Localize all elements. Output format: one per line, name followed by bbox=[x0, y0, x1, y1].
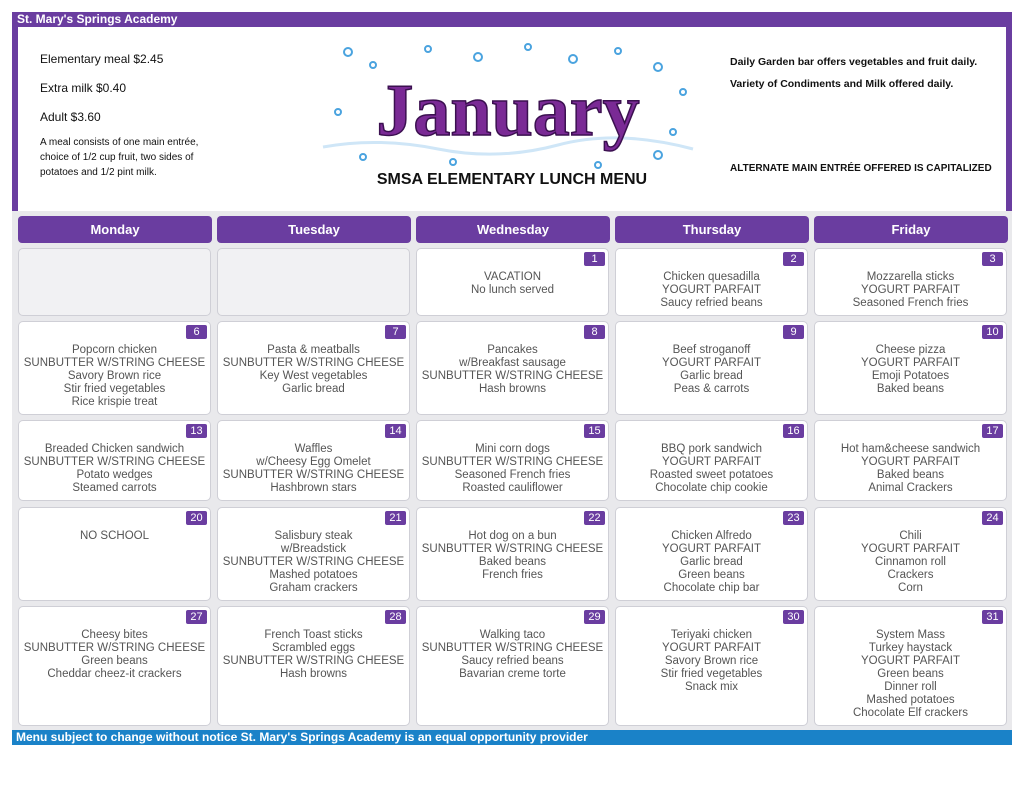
date-badge: 15 bbox=[584, 424, 605, 438]
menu-items bbox=[218, 530, 409, 595]
menu-item: Cinnamon roll bbox=[875, 556, 946, 568]
day-cell bbox=[217, 507, 410, 601]
menu-item: YOGURT PARFAIT bbox=[860, 284, 961, 296]
menu-item: Mashed potatoes bbox=[269, 569, 358, 581]
menu-item: Hot ham&cheese sandwich bbox=[840, 443, 981, 455]
date-badge: 30 bbox=[783, 610, 804, 624]
day-cell bbox=[416, 321, 609, 415]
price-list bbox=[40, 52, 210, 180]
menu-item: Animal Crackers bbox=[868, 482, 953, 494]
day-cell bbox=[814, 606, 1007, 726]
menu-items bbox=[19, 530, 210, 543]
menu-items bbox=[616, 271, 807, 310]
day-cell bbox=[18, 420, 211, 501]
menu-item: SUNBUTTER W/STRING CHEESE bbox=[222, 556, 405, 568]
menu-item: Baked beans bbox=[876, 469, 945, 481]
date-badge: 20 bbox=[186, 511, 207, 525]
menu-item: Breaded Chicken sandwich bbox=[44, 443, 185, 455]
menu-item: Snack mix bbox=[684, 681, 739, 693]
menu-item: SUNBUTTER W/STRING CHEESE bbox=[421, 543, 604, 555]
menu-item: Key West vegetables bbox=[259, 370, 368, 382]
menu-item: Mozzarella sticks bbox=[866, 271, 955, 283]
date-badge: 24 bbox=[982, 511, 1003, 525]
day-cell bbox=[814, 507, 1007, 601]
date-badge: 8 bbox=[584, 325, 605, 339]
menu-title: SMSA ELEMENTARY LUNCH MENU bbox=[376, 171, 648, 188]
month-title: January bbox=[376, 70, 640, 152]
empty-day-cell bbox=[18, 248, 211, 316]
date-badge: 27 bbox=[186, 610, 207, 624]
menu-item: Pancakes bbox=[487, 344, 538, 356]
menu-item: Scrambled eggs bbox=[271, 642, 356, 654]
menu-item: w/Breakfast sausage bbox=[459, 357, 566, 369]
menu-item: Hot dog on a bun bbox=[468, 530, 557, 542]
menu-items bbox=[815, 443, 1006, 495]
adult-price: Adult $3.60 bbox=[40, 110, 101, 124]
day-cell bbox=[615, 606, 808, 726]
menu-item: Mini corn dogs bbox=[475, 443, 550, 455]
menu-item: Chocolate Elf crackers bbox=[852, 707, 969, 719]
menu-item: Saucy refried beans bbox=[461, 655, 564, 667]
day-cell bbox=[416, 606, 609, 726]
menu-item: Cheesy bites bbox=[81, 629, 148, 641]
menu-items bbox=[417, 344, 608, 396]
menu-item: SUNBUTTER W/STRING CHEESE bbox=[23, 357, 206, 369]
day-cell bbox=[18, 606, 211, 726]
menu-item: Savory Brown rice bbox=[664, 655, 759, 667]
date-badge: 23 bbox=[783, 511, 804, 525]
condiments-note: Variety of Condiments and Milk offered daily. bbox=[730, 78, 954, 90]
menu-item: Hash browns bbox=[478, 383, 547, 395]
menu-item: BBQ pork sandwich bbox=[661, 443, 762, 455]
day-cell bbox=[615, 321, 808, 415]
menu-item: Hash browns bbox=[279, 668, 348, 680]
menu-items bbox=[417, 530, 608, 582]
day-cell bbox=[416, 507, 609, 601]
menu-item: Roasted cauliflower bbox=[462, 482, 563, 494]
menu-item: Corn bbox=[898, 582, 923, 594]
menu-item: Crackers bbox=[887, 569, 934, 581]
menu-item: Salisbury steak bbox=[274, 530, 353, 542]
month-graphic bbox=[318, 37, 698, 177]
menu-item: Dinner roll bbox=[884, 681, 937, 693]
day-cell bbox=[217, 420, 410, 501]
menu-item: YOGURT PARFAIT bbox=[860, 543, 961, 555]
date-badge: 7 bbox=[385, 325, 406, 339]
day-cell bbox=[814, 248, 1007, 316]
menu-items bbox=[616, 530, 807, 595]
date-badge: 21 bbox=[385, 511, 406, 525]
menu-item: Garlic bread bbox=[680, 556, 743, 568]
meal-note: A meal consists of one main entrée, choice of 1/2 cup fruit, two sides of potatoes and 1/2 pint milk. bbox=[40, 137, 199, 178]
menu-item: Pasta & meatballs bbox=[267, 344, 360, 356]
menu-item: Stir fried vegetables bbox=[660, 668, 763, 680]
menu-item: Bavarian creme torte bbox=[459, 668, 566, 680]
menu-item: SUNBUTTER W/STRING CHEESE bbox=[421, 370, 604, 382]
day-cell bbox=[615, 507, 808, 601]
menu-item: No lunch served bbox=[470, 284, 555, 296]
menu-item: Hashbrown stars bbox=[270, 482, 357, 494]
menu-items bbox=[417, 629, 608, 681]
date-badge: 16 bbox=[783, 424, 804, 438]
menu-item: Graham crackers bbox=[269, 582, 358, 594]
menu-items bbox=[19, 443, 210, 495]
menu-item: Cheddar cheez-it crackers bbox=[47, 668, 182, 680]
date-badge: 1 bbox=[584, 252, 605, 266]
menu-item: Emoji Potatoes bbox=[871, 370, 950, 382]
menu-item: YOGURT PARFAIT bbox=[661, 357, 762, 369]
menu-item: French Toast sticks bbox=[264, 629, 363, 641]
day-cell bbox=[18, 507, 211, 601]
menu-items bbox=[815, 271, 1006, 310]
day-header-wednesday: Wednesday bbox=[416, 216, 610, 243]
menu-item: Chocolate chip cookie bbox=[655, 482, 768, 494]
menu-item: VACATION bbox=[483, 271, 542, 283]
day-header-monday: Monday bbox=[18, 216, 212, 243]
menu-items bbox=[417, 271, 608, 297]
menu-item: Chicken quesadilla bbox=[663, 271, 760, 283]
menu-item: Steamed carrots bbox=[72, 482, 157, 494]
date-badge: 13 bbox=[186, 424, 207, 438]
menu-items bbox=[218, 443, 409, 495]
date-badge: 17 bbox=[982, 424, 1003, 438]
menu-items bbox=[815, 344, 1006, 396]
day-cell bbox=[217, 321, 410, 415]
day-header-tuesday: Tuesday bbox=[217, 216, 411, 243]
menu-item: SUNBUTTER W/STRING CHEESE bbox=[222, 655, 405, 667]
menu-item: Peas & carrots bbox=[673, 383, 750, 395]
menu-items bbox=[616, 629, 807, 694]
garden-bar-note: Daily Garden bar offers vegetables and fruit daily. bbox=[730, 56, 978, 68]
menu-item: w/Breadstick bbox=[280, 543, 347, 555]
menu-item: YOGURT PARFAIT bbox=[661, 543, 762, 555]
menu-item: Teriyaki chicken bbox=[670, 629, 753, 641]
menu-items bbox=[815, 530, 1006, 595]
menu-item: Seasoned French fries bbox=[852, 297, 969, 309]
day-cell bbox=[814, 321, 1007, 415]
menu-item: French fries bbox=[482, 569, 543, 581]
extra-milk-price: Extra milk $0.40 bbox=[40, 81, 127, 95]
day-cell bbox=[416, 248, 609, 316]
menu-item: Saucy refried beans bbox=[660, 297, 763, 309]
header-panel bbox=[12, 27, 1012, 211]
menu-item: YOGURT PARFAIT bbox=[860, 357, 961, 369]
menu-item: Turkey haystack bbox=[868, 642, 953, 654]
menu-item: SUNBUTTER W/STRING CHEESE bbox=[222, 469, 405, 481]
menu-item: Roasted sweet potatoes bbox=[649, 469, 774, 481]
footer-text: Menu subject to change without notice St. Mary's Springs Academy is an equal opportunity provider bbox=[16, 730, 588, 744]
menu-item: NO SCHOOL bbox=[79, 530, 149, 542]
menu-item: Walking taco bbox=[479, 629, 546, 641]
day-cell bbox=[814, 420, 1007, 501]
menu-item: Green beans bbox=[877, 668, 944, 680]
menu-item: Waffles bbox=[294, 443, 333, 455]
menu-item: Chocolate chip bar bbox=[663, 582, 760, 594]
menu-items bbox=[19, 629, 210, 681]
day-header-thursday: Thursday bbox=[615, 216, 809, 243]
month-title-art bbox=[318, 37, 698, 177]
date-badge: 6 bbox=[186, 325, 207, 339]
menu-item: SUNBUTTER W/STRING CHEESE bbox=[23, 456, 206, 468]
menu-item: Baked beans bbox=[876, 383, 945, 395]
menu-item: Beef stroganoff bbox=[672, 344, 751, 356]
menu-item: SUNBUTTER W/STRING CHEESE bbox=[421, 642, 604, 654]
elementary-price: Elementary meal $2.45 bbox=[40, 52, 164, 66]
school-name: St. Mary's Springs Academy bbox=[17, 12, 178, 26]
menu-item: Garlic bread bbox=[680, 370, 743, 382]
date-badge: 3 bbox=[982, 252, 1003, 266]
menu-item: YOGURT PARFAIT bbox=[860, 456, 961, 468]
menu-item: SUNBUTTER W/STRING CHEESE bbox=[222, 357, 405, 369]
menu-items bbox=[616, 344, 807, 396]
menu-item: Popcorn chicken bbox=[71, 344, 158, 356]
menu-item: Rice krispie treat bbox=[71, 396, 158, 408]
date-badge: 2 bbox=[783, 252, 804, 266]
menu-item: SUNBUTTER W/STRING CHEESE bbox=[421, 456, 604, 468]
menu-item: Savory Brown rice bbox=[67, 370, 162, 382]
empty-day-cell bbox=[217, 248, 410, 316]
date-badge: 9 bbox=[783, 325, 804, 339]
date-badge: 28 bbox=[385, 610, 406, 624]
menu-item: Mashed potatoes bbox=[866, 694, 955, 706]
menu-item: YOGURT PARFAIT bbox=[661, 284, 762, 296]
day-cell bbox=[615, 248, 808, 316]
menu-item: Green beans bbox=[81, 655, 148, 667]
menu-items bbox=[218, 344, 409, 396]
menu-items bbox=[616, 443, 807, 495]
menu-item: Green beans bbox=[678, 569, 745, 581]
day-cell bbox=[615, 420, 808, 501]
menu-item: Seasoned French fries bbox=[454, 469, 571, 481]
day-cell bbox=[416, 420, 609, 501]
menu-item: Cheese pizza bbox=[875, 344, 946, 356]
menu-items bbox=[815, 629, 1006, 720]
daily-notes bbox=[730, 56, 977, 100]
menu-item: YOGURT PARFAIT bbox=[661, 642, 762, 654]
menu-item: YOGURT PARFAIT bbox=[661, 456, 762, 468]
school-name-bar bbox=[12, 12, 1012, 27]
date-badge: 14 bbox=[385, 424, 406, 438]
date-badge: 22 bbox=[584, 511, 605, 525]
date-badge: 10 bbox=[982, 325, 1003, 339]
menu-item: Chili bbox=[899, 530, 922, 542]
menu-item: YOGURT PARFAIT bbox=[860, 655, 961, 667]
footer-bar bbox=[12, 730, 1012, 745]
day-cell bbox=[217, 606, 410, 726]
date-badge: 29 bbox=[584, 610, 605, 624]
day-cell bbox=[18, 321, 211, 415]
menu-item: Chicken Alfredo bbox=[671, 530, 752, 542]
menu-item: SUNBUTTER W/STRING CHEESE bbox=[23, 642, 206, 654]
alternate-entree-note: ALTERNATE MAIN ENTRÉE OFFERED IS CAPITALIZED bbox=[730, 163, 992, 174]
menu-items bbox=[417, 443, 608, 495]
menu-item: Baked beans bbox=[478, 556, 547, 568]
menu-item: Potato wedges bbox=[76, 469, 153, 481]
menu-item: Stir fried vegetables bbox=[63, 383, 166, 395]
menu-items bbox=[218, 629, 409, 681]
date-badge: 31 bbox=[982, 610, 1003, 624]
menu-item: Garlic bread bbox=[282, 383, 345, 395]
menu-item: System Mass bbox=[875, 629, 945, 641]
menu-item: w/Cheesy Egg Omelet bbox=[256, 456, 371, 468]
day-header-friday: Friday bbox=[814, 216, 1008, 243]
menu-items bbox=[19, 344, 210, 409]
